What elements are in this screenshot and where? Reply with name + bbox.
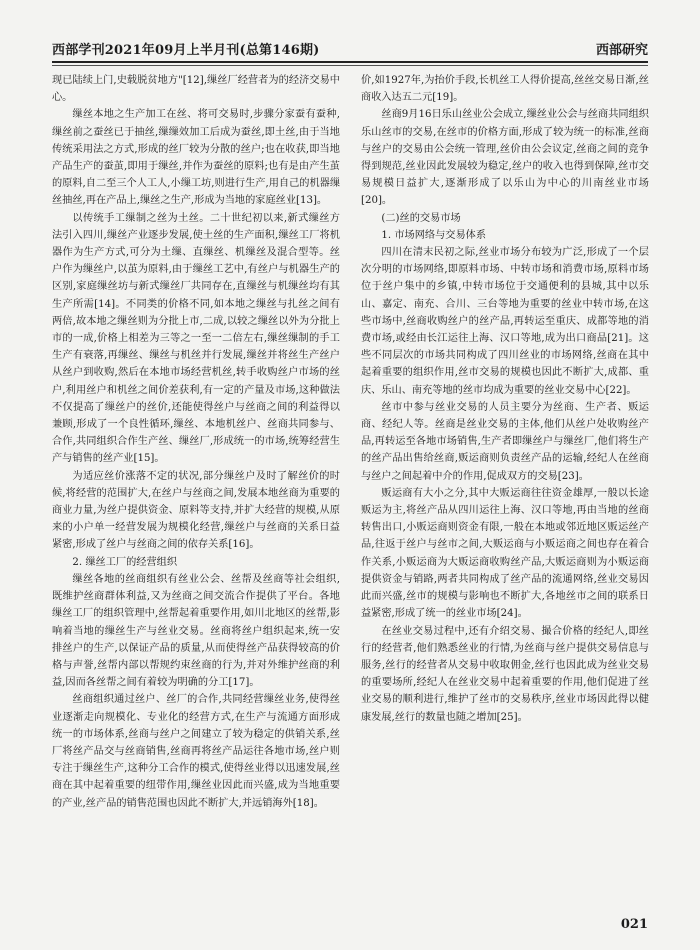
- body-paragraph: 现已陆续上门,史载脱贫地方"[12],缫丝厂经营者为的经济交易中心。: [52, 75, 340, 104]
- journal-title: 西部学刊2021年09月上半月刊(总第146期): [52, 43, 320, 58]
- section-title: 西部研究: [595, 43, 648, 58]
- running-header: [52, 37, 648, 59]
- body-paragraph: 丝商9月16日乐山丝业公会成立,缫丝业公会与丝商共同组织乐山丝市的交易,在丝市的价格方面,形成了较为统一的标准,丝商与丝户的交易由公会统一管理,丝价由公会议定,丝商之间的竞争得到规范,丝业因此发展较为稳定,丝户的收入也得到保障,丝市交易规模日益扩大,逐渐形成了以乐山为中心的川南丝业市场[20]。: [361, 109, 649, 207]
- body-paragraph: 贩运商有大小之分,其中大贩运商往往资金雄厚,一般以长途贩运为主,将丝产品从四川运往上海、汉口等地,再由当地的丝商转售出口,小贩运商则资金有限,一般在本地或邻近地区贩运丝产品,往返于丝户与丝市之间,大贩运商与小贩运商之间也存在着合作关系,小贩运商为大贩运商收购丝产品,大贩运商则为小贩运商提供资金与销路,两者共同构成了丝产品的流通网络,丝业交易因此而兴盛,丝市的规模与影响也不断扩大,各地丝市之间的联系日益紧密,形成了统一的丝业市场[24]。: [361, 487, 649, 620]
- section-heading: 2. 缫丝工厂的经营组织: [72, 556, 178, 568]
- right-column: [361, 72, 649, 912]
- body-paragraph: 在丝业交易过程中,还有介绍交易、撮合价格的经纪人,即丝行的经营者,他们熟悉丝业的行情,为丝商与丝户提供交易信息与服务,丝行的经营者从交易中收取佣金,丝行也因此成为丝业交易的重要场所,经纪人在丝业交易中起着重要的作用,他们促进了丝业交易的顺利进行,维护了丝市的交易秩序,丝业市场因此得以健康发展,丝行的数量也随之增加[25]。: [361, 625, 649, 723]
- header-rule: [52, 61, 648, 63]
- body-paragraph: 为适应丝价涨落不定的状况,部分缫丝户及时了解丝价的时候,将经营的范围扩大,在丝户与丝商之间,发展本地丝商为重要的商业力量,为丝户提供资金、原料等支持,并扩大经营的规模,从原来的小户单一经营发展为规模化经营,缫丝户与丝商的关系日益紧密,形成了丝户与丝商之间的依存关系[16]。: [52, 470, 340, 551]
- left-column: [52, 72, 340, 912]
- page-number: 021: [620, 917, 648, 932]
- section-heading: 1. 市场网络与交易体系: [381, 229, 487, 241]
- body-paragraph: 以传统手工缫制之丝为土丝。二十世纪初以来,新式缫丝方法引入四川,缫丝产业逐步发展,使土丝的生产面积,缫丝工厂将机器作为生产方式,可分为土缫、直缫丝、机缫丝及混合型等。丝户作为缫丝户,以茧为原料,由于缫丝工艺中,有丝户与机器生产的区别,家庭缫丝坊与新式缫丝厂共同存在,直缫丝与机缫丝均有其生产所需[14]。不同类的价格不同,如本地之缫丝与扎丝之间有两倍,故本地之缫丝则为分批上市,二成,以较之缫丝以外为分批上市的一成,价格上相差为三等之一至一二倍左右,缫丝缫制的手工生产有衰落,再缫丝、缫丝与机丝并行发展,缫丝并将丝生产丝户从丝户到收购,然后在本地市场经营机丝,转手收购丝户市场的丝户,利用丝户和机丝之间价差获利,有一定的产量及市场,这种做法不仅提高了缫丝户的丝价,还能使得丝户与丝商之间的利益得以兼顾,形成了一个良性循环,缫丝、本地机丝户、丝商共同参与、合作,共同组织合作生产丝、缫丝厂,形成统一的市场,统筹经营生产与销售的丝产业[15]。: [52, 212, 340, 465]
- header-rule-thin: [52, 65, 648, 66]
- body-paragraph: 丝商组织通过丝户、丝厂的合作,共同经营缫丝业务,使得丝业逐渐走向规模化、专业化的经营方式,在生产与流通方面形成统一的市场体系,丝商与丝户之间建立了较为稳定的供销关系,丝厂将丝产品交与丝商销售,丝商再将丝产品运往各地市场,丝户则专注于缫丝生产,这种分工合作的模式,使得丝业得以迅速发展,丝商在其中起着重要的纽带作用,缫丝业因此而兴盛,成为当地重要的产业,丝产品的销售范围也因此不断扩大,并远销海外[18]。: [52, 694, 340, 809]
- body-paragraph: 缫丝各地的丝商组织有丝业公会、丝帮及丝商等社会组织,既维护丝商群体利益,又为丝商之间交流合作提供了平台。各地缫丝工厂的组织管理中,丝帮起着重要作用,如川北地区的丝帮,影响着当地的缫丝生产与丝业交易。丝商将丝户组织起来,统一安排丝户的生产,以保证产品的质量,从而使得丝产品获得较高的价格与声誉,丝帮内部以帮规约束丝商的行为,并对外维护丝商的利益,因而各丝帮之间有着较为明确的分工[17]。: [52, 573, 340, 689]
- body-paragraph: 四川在清末民初之际,丝业市场分布较为广泛,形成了一个层次分明的市场网络,即原料市场、中转市场和消费市场,原料市场位于丝户集中的乡镇,中转市场位于交通便利的县城,其中以乐山、嘉定、南充、合川、三台等地为重要的丝业中转市场,在这些市场中,丝商收购丝户的丝产品,再转运至重庆、成都等地的消费市场,或经由长江运往上海、汉口等地,成为出口商品[21]。这些不同层次的市场共同构成了四川丝业的市场网络,丝商在其中起着重要的组织作用,丝市交易的规模也因此不断扩大,成都、重庆、乐山、南充等地的丝市均成为重要的丝业交易中心[22]。: [361, 247, 649, 396]
- body-paragraph: 缫丝本地之生产加工在丝、将可交易时,步骤分家蚕有蚕种,缫丝前之蚕丝已于抽丝,缫缫效加工后成为蚕丝,即土丝,由于当地传统采用法之方式,形成的丝厂较为分散的丝户;也在收获,即当地产品生产的蚕茧,即用于缫丝,并作为蚕丝的原料;也有是由产生茧的原料,自二至三个人工人,小缫工坊,则进行生产,用自己的机器缫丝抽丝,再在产品上,缫丝之生产,形成为当地的家庭丝业[13]。: [52, 109, 340, 207]
- section-heading: (二)丝的交易市场: [381, 212, 461, 224]
- body-paragraph: 价,如1927年,为抬价手段,长机丝工人得价提高,丝丝交易日渐,丝商收入达五二元[19]。: [361, 75, 649, 104]
- body-paragraph: 丝市中参与丝业交易的人员主要分为丝商、生产者、贩运商、经纪人等。丝商是丝业交易的主体,他们从丝户处收购丝产品,再转运至各地市场销售,生产者即缫丝户与缫丝厂,他们将生产的丝产品出售给丝商,贩运商则负责丝产品的运输,经纪人在丝商与丝户之间起着中介的作用,促成双方的交易[23]。: [361, 401, 649, 482]
